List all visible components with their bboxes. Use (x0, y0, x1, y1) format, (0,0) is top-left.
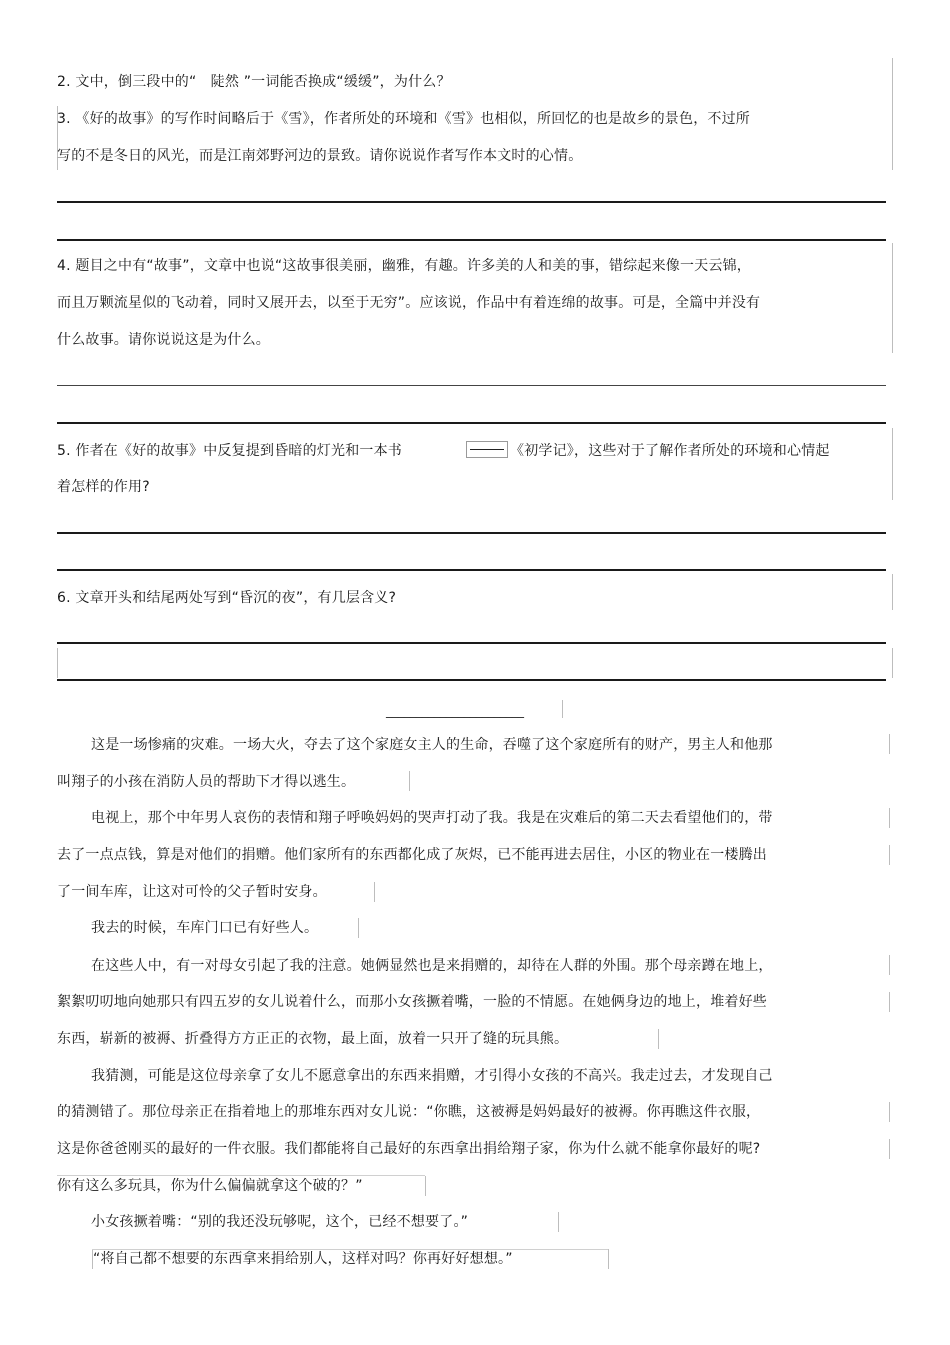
passage-title-blank: _______________________ (386, 704, 524, 718)
passage-line: 这是你爸爸刚买的最好的一件衣服。我们都能将自己最好的东西拿出捐给翔子家，你为什么就不能拿你最好的呢? (57, 1141, 761, 1157)
answer-line (57, 569, 886, 571)
passage-line: 絮絮叨叨地向她那只有四五岁的女儿说着什么，而那小女孩撅着嘴，一脸的不情愿。在她俩身边的地上，堆着好些 (57, 994, 767, 1010)
answer-line (57, 642, 886, 644)
question-3-line-1: 3. 《好的故事》的写作时间略后于《雪》，作者所处的环境和《雪》也相似，所回忆的也是故乡的景色，不过所 (57, 111, 751, 127)
passage-line: 小女孩撅着嘴：“别的我还没玩够呢，这个，已经不想要了。” (91, 1214, 469, 1230)
question-2: 2. 文中，倒三段中的“ 陡然 ”一词能否换成“缓缓”，为什么？ (57, 74, 451, 90)
scan-edge (889, 992, 890, 1012)
scan-edge (889, 955, 890, 975)
scan-edge (608, 1249, 609, 1269)
scan-edge (889, 1102, 890, 1122)
question-3-line-2: 写的不是冬日的风光，而是江南郊野河边的景致。请你说说作者写作本文时的心情。 (57, 148, 583, 164)
scan-edge (658, 1029, 659, 1049)
question-6: 6. 文章开头和结尾两处写到“昏沉的夜”，有几层含义? (57, 590, 397, 606)
passage-line: 去了一点点钱，算是对他们的捐赠。他们家所有的东西都化成了灰烬，已不能再进去居住，小区的物业在一楼腾出 (57, 847, 767, 863)
scan-edge (892, 574, 893, 610)
scan-edge (374, 882, 375, 902)
passage-line: 叫翔子的小孩在消防人员的帮助下才得以逃生。 (57, 774, 356, 790)
scan-edge (892, 648, 893, 678)
passage-line: 我猜测，可能是这位母亲拿了女儿不愿意拿出的东西来捐赠，才引得小女孩的不高兴。我走过去，才发现自己 (91, 1068, 773, 1084)
scan-edge (425, 1176, 426, 1196)
passage-line: 了一间车库，让这对可怜的父子暂时安身。 (57, 884, 327, 900)
passage-line: 我去的时候，车库门口已有好些人。 (91, 920, 319, 936)
scan-edge (892, 428, 893, 500)
scan-edge (892, 58, 893, 170)
scan-edge (558, 1212, 559, 1232)
passage-line: “将自己都不想要的东西拿来捐给别人，这样对吗？你再好好想想。” (93, 1251, 513, 1267)
scan-edge (358, 918, 359, 938)
passage-line: 在这些人中，有一对母女引起了我的注意。她俩显然也是来捐赠的，却待在人群的外围。那个母亲蹲在地上， (91, 958, 773, 974)
passage-line: 这是一场惨痛的灾难。一场大火，夺去了这个家庭女主人的生命，吞噬了这个家庭所有的财产，男主人和他那 (91, 737, 773, 753)
answer-line (57, 532, 886, 534)
question-4-line-1: 4. 题目之中有“故事”，文章中也说“这故事很美丽，幽雅，有趣。许多美的人和美的事，错综起来像一天云锦， (57, 258, 751, 274)
scan-edge (889, 1139, 890, 1159)
scan-edge (889, 808, 890, 828)
scan-edge (889, 845, 890, 865)
scan-edge (409, 771, 410, 791)
answer-line (57, 422, 886, 424)
question-4-line-3: 什么故事。请你说说这是为什么。 (57, 332, 270, 348)
answer-line (57, 201, 886, 203)
scan-edge (889, 734, 890, 754)
passage-line: 东西，崭新的被褥、折叠得方方正正的衣物，最上面，放着一只开了缝的玩具熊。 (57, 1031, 569, 1047)
answer-line (57, 239, 886, 241)
scan-edge (562, 700, 563, 718)
passage-line: 你有这么多玩具，你为什么偏偏就拿这个破的？” (57, 1178, 363, 1194)
scan-edge (57, 648, 58, 678)
question-5-line-2: 着怎样的作用? (57, 479, 150, 495)
passage-line: 电视上，那个中年男人哀伤的表情和翔子呼唤妈妈的哭声打动了我。我是在灾难后的第二天去看望他们的，带 (91, 810, 773, 826)
passage-line: 的猜测错了。那位母亲正在指着地上的那堆东西对女儿说：“你瞧，这被褥是妈妈最好的被褥。你再瞧这件衣服， (57, 1104, 761, 1120)
scan-edge (892, 243, 893, 353)
answer-line (57, 385, 886, 386)
em-dash-glyph (466, 441, 508, 458)
answer-line (57, 679, 886, 681)
question-5-line-1a: 5. 作者在《好的故事》中反复提到昏暗的灯光和一本书 (57, 443, 403, 459)
question-4-line-2: 而且万颗流星似的飞动着，同时又展开去，以至于无穷”。应该说，作品中有着连绵的故事。可是，全篇中并没有 (57, 295, 761, 311)
question-5-line-1b: 《初学记》，这些对于了解作者所处的环境和心情起 (510, 443, 830, 459)
